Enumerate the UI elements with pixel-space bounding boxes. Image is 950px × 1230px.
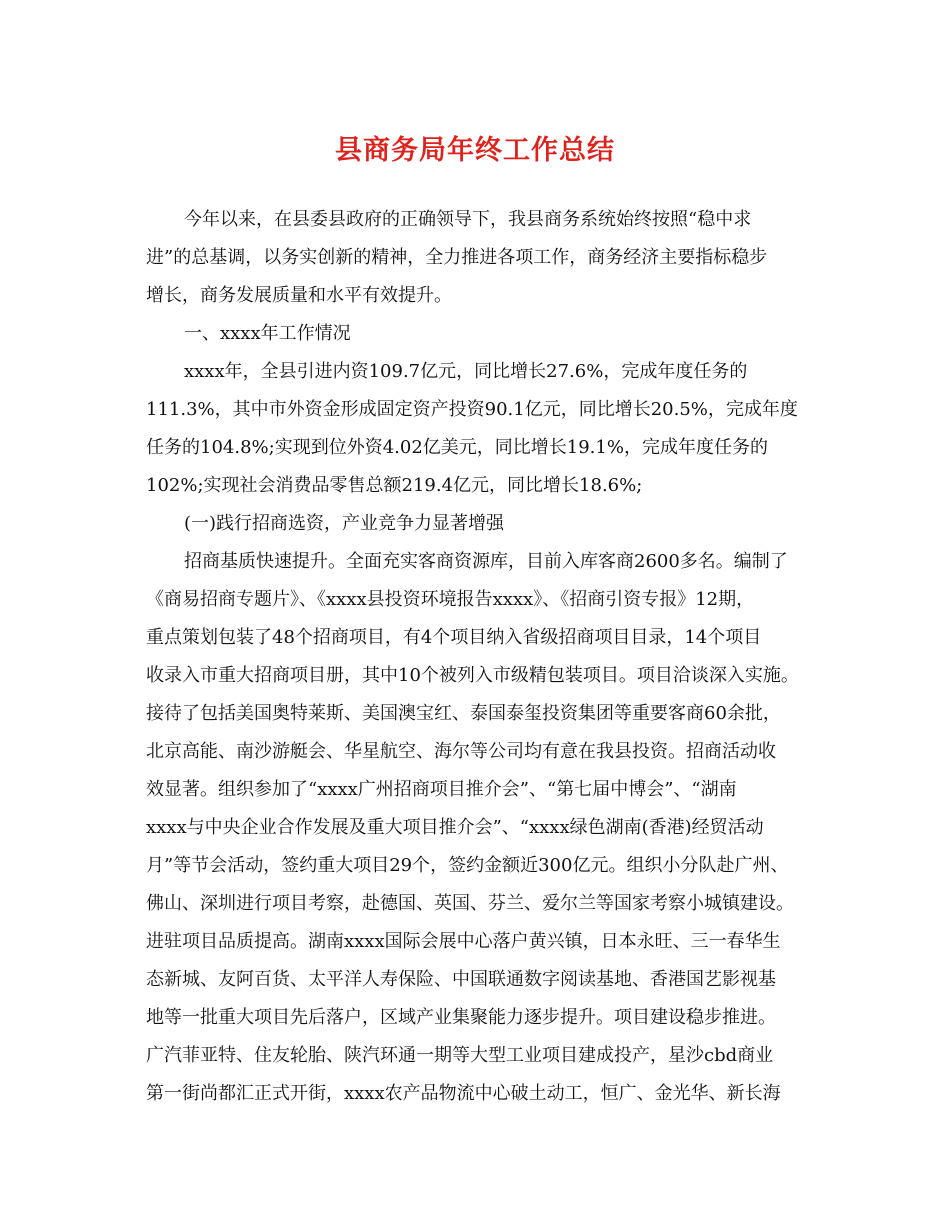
body-line: 态新城、友阿百货、太平洋人寿保险、中国联通数字阅读基地、香港国艺影视基 — [146, 969, 776, 990]
body-line: 招商基质快速提升。全面充实客商资源库，目前入库客商2600多名。编制了 — [184, 551, 788, 572]
body-line: 广汽菲亚特、住友轮胎、陕汽环通一期等大型工业项目建成投产，星沙cbd商业 — [146, 1045, 774, 1066]
body-line: 北京高能、南沙游艇会、华星航空、海尔等公司均有意在我县投资。招商活动收 — [146, 741, 776, 762]
body-line: 今年以来，在县委县政府的正确领导下，我县商务系统始终按照“稳中求 — [184, 209, 752, 230]
body-line: 佛山、深圳进行项目考察，赴德国、英国、芬兰、爱尔兰等国家考察小城镇建设。 — [146, 893, 794, 914]
body-line: 第一街尚都汇正式开街，xxxx农产品物流中心破土动工，恒广、金光华、新长海 — [146, 1083, 781, 1104]
body-line: 一、xxxx年工作情况 — [184, 323, 351, 344]
body-line: 重点策划包装了48个招商项目，有4个项目纳入省级招商项目目录，14个项目 — [146, 627, 762, 648]
body-line: xxxx与中央企业合作发展及重大项目推介会”、“xxxx绿色湖南(香港)经贸活动 — [146, 817, 764, 838]
body-line: (一)践行招商选资，产业竞争力显著增强 — [184, 513, 505, 534]
body-line: 效显著。组织参加了“xxxx广州招商项目推介会”、“第七届中博会”、“湖南 — [146, 779, 737, 800]
document-body — [146, 201, 806, 1113]
body-line: xxxx年，全县引进内资109.7亿元，同比增长27.6%，完成年度任务的 — [184, 361, 748, 382]
body-line: 进驻项目品质提高。湖南xxxx国际会展中心落户黄兴镇，日本永旺、三一春华生 — [146, 931, 781, 952]
body-line: 地等一批重大项目先后落户，区域产业集聚能力逐步提升。项目建设稳步推进。 — [146, 1007, 776, 1028]
body-line: 102%;实现社会消费品零售总额219.4亿元，同比增长18.6%; — [146, 475, 643, 496]
body-line: 月”等节会活动，签约重大项目29个，签约金额近300亿元。组织小分队赴广州、 — [146, 855, 789, 876]
body-line: 接待了包括美国奥特莱斯、美国澳宝红、泰国泰玺投资集团等重要客商60余批， — [146, 703, 781, 724]
body-line: 任务的104.8%;实现到位外资4.02亿美元，同比增长19.1%，完成年度任务的 — [146, 437, 768, 458]
document-title: 县商务局年终工作总结 — [335, 135, 615, 166]
body-line: 111.3%，其中市外资金形成固定资产投资90.1亿元，同比增长20.5%，完成年度 — [146, 399, 798, 420]
body-line: 《商易招商专题片》、《xxxx县投资环境报告xxxx》、《招商引资专报》12期， — [146, 589, 755, 610]
body-line: 收录入市重大招商项目册，其中10个被列入市级精包装项目。项目洽谈深入实施。 — [146, 665, 799, 686]
body-line: 进”的总基调，以务实创新的精神，全力推进各项工作，商务经济主要指标稳步 — [146, 247, 768, 268]
body-line: 增长，商务发展质量和水平有效提升。 — [146, 285, 452, 306]
